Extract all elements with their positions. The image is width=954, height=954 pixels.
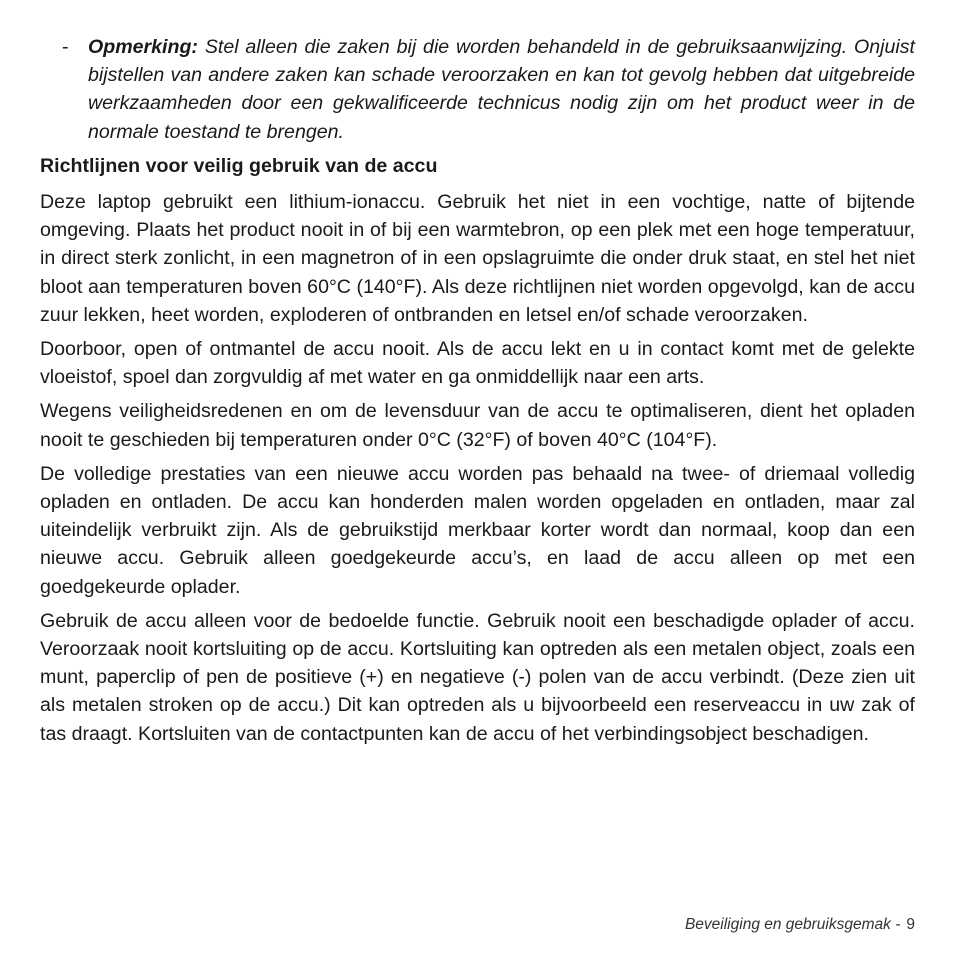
note-text-container <box>88 33 915 146</box>
paragraph-1: Deze laptop gebruikt een lithium-ionaccu. Gebruik het niet in een vochtige, natte of bijtende omgeving. Plaats het product nooit in of bij een warmtebron, op een plek met een hoge temperatuur, in direct sterk zonlicht, in een magnetron of in een opslagruimte die onder druk staat, en stel het niet bloot aan temperaturen boven 60°C (140°F). Als deze richtlijnen niet worden opgevolgd, kan de accu zuur lekken, heet worden, exploderen of ontbranden en letsel en/of schade veroorzaken. <box>40 191 915 326</box>
paragraph-2: Doorboor, open of ontmantel de accu nooit. Als de accu lekt en u in contact komt met de gelekte vloeistof, spoel dan zorgvuldig af met water en ga onmiddellijk naar een arts. <box>40 338 915 389</box>
note-block <box>62 33 915 146</box>
paragraph-4: De volledige prestaties van een nieuwe accu worden pas behaald na twee- of driemaal volledig opladen en ontladen. De accu kan honderden malen worden opgeladen en ontladen, maar zal uiteindelijk verbruikt zijn. Als de gebruikstijd merkbaar korter wordt dan normaal, koop dan een nieuwe accu. Gebruik alleen goedgekeurde accu’s, en laad de accu alleen op met een goedgekeurde oplader. <box>40 462 915 598</box>
note-body: Stel alleen die zaken bij die worden behandeld in de gebruiksaanwijzing. Onjuist bijstellen van andere zaken kan schade veroorzaken en kan tot gevolg hebben dat uitgebreide werkzaamheden door een gekwalificeerde technicus nodig zijn om het product weer in de normale toestand te brengen. <box>88 36 916 143</box>
paragraph-3: Wegens veiligheidsredenen en om de levensduur van de accu te optimaliseren, dient het opladen nooit te geschieden bij temperaturen onder 0°C (32°F) of boven 40°C (104°F). <box>40 400 915 451</box>
note-dash: - <box>62 36 69 58</box>
footer-section-title: Beveiliging en gebruiksgemak - <box>684 916 901 933</box>
paragraph-5: Gebruik de accu alleen voor de bedoelde functie. Gebruik nooit een beschadigde oplader of accu. Veroorzaak nooit kortsluiting op de accu. Kortsluiting kan optreden als een metalen object, zoals een munt, paperclip of pen de positieve (+) en negatieve (-) polen van de accu verbindt. (Deze zien uit als metalen stroken op de accu.) Dit kan optreden als u bijvoorbeeld een reserveaccu in uw zak of tas draagt. Kortsluiten van de contactpunten kan de accu of het verbindingsobject beschadigen. <box>40 609 915 745</box>
note-label: Opmerking: <box>88 36 198 58</box>
main-content <box>40 152 915 754</box>
page-number: 9 <box>906 916 915 933</box>
page-footer <box>685 916 915 934</box>
section-heading: Richtlijnen voor veilig gebruik van de accu <box>40 155 438 177</box>
